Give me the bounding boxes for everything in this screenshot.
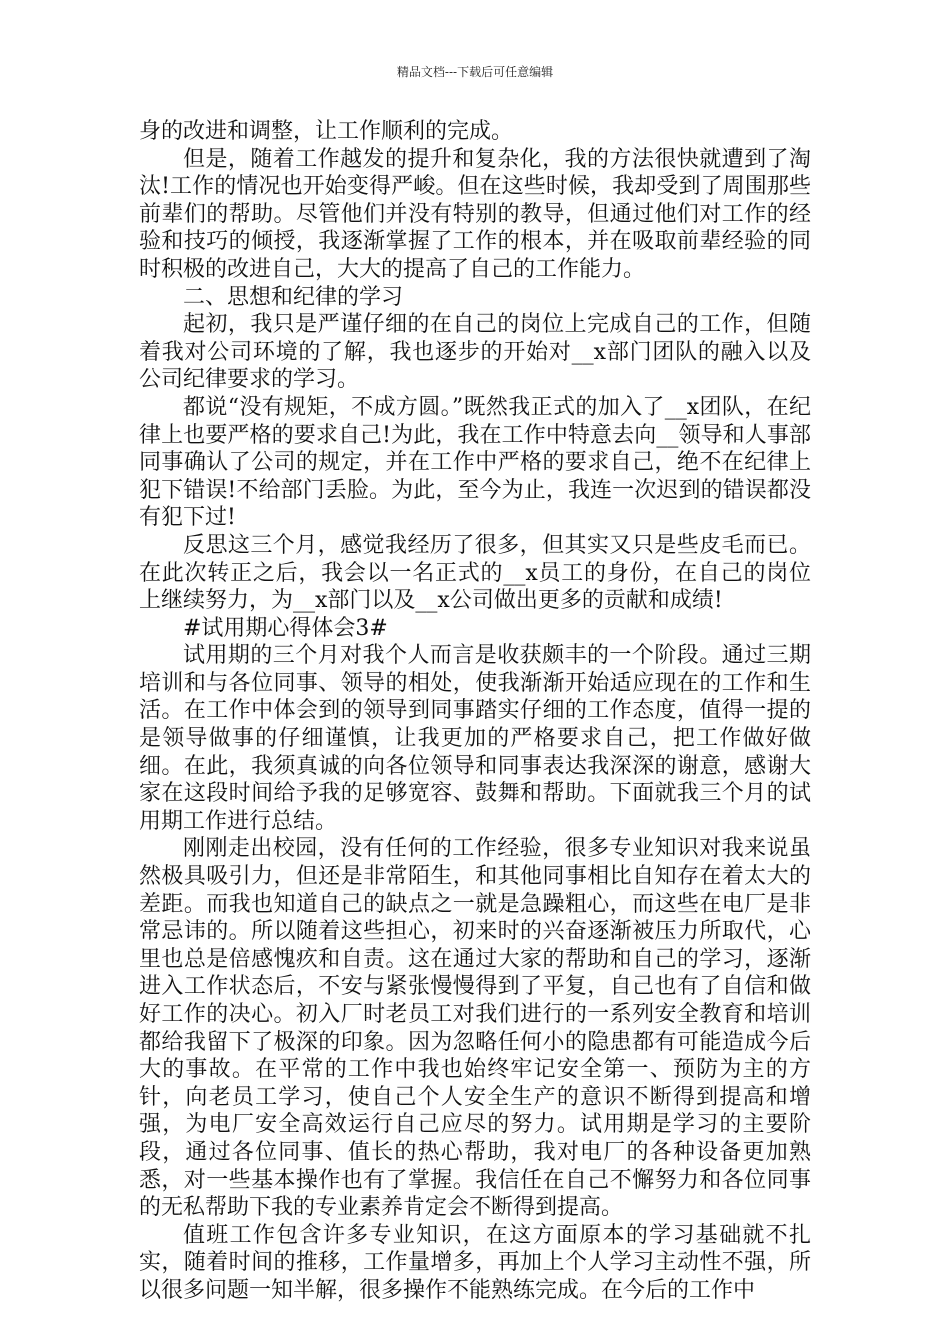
section-heading-discipline: 二、思想和纪律的学习 [183,284,404,310]
paragraph-8: 值班工作包含许多专业知识，在这方面原本的学习基础就不扎实，随着时间的推移，工作量增多，再加上个人学习主动性不强，所以很多问题一知半解，很多操作不能熟练完成。在今后的工作中 [139,1222,811,1303]
paragraph-1: 身的改进和调整，让工作顺利的完成。 [139,119,514,144]
page-header: 精品文档---下载后可任意编辑 [396,65,554,79]
paragraph-6: 试用期的三个月对我个人而言是收获颇丰的一个阶段。通过三期培训和与各位同事、领导的相处，使我渐渐开始适应现在的工作和生活。在工作中体会到的领导到同事踏实仔细的工作态度，值得一提的是领导做事的仔细谨慎，让我更加的严格要求自己，把工作做好做细。在此，我须真诚的向各位领导和同事表达我深深的谢意，感谢大家在这段时间给予我的足够宽容、鼓舞和帮助。下面就我三个月的试用期工作进行总结。 [139,643,811,834]
paragraph-7: 刚刚走出校园，没有任何的工作经验，很多专业知识对我来说虽然极具吸引力，但还是非常陌生，和其他同事相比自知存在着太大的差距。而我也知道自己的缺点之一就是急躁粗心，而这些在电厂是非常忌讳的。所以随着这些担心，初来时的兴奋逐渐被压力所取代，心里也总是倍感愧疚和自责。这在通过大家的帮助和自己的学习，逐渐进入工作状态后，不安与紧张慢慢得到了平复，自己也有了自信和做好工作的决心。初入厂时老员工对我们进行的一系列安全教育和培训都给我留下了极深的印象。因为忽略任何小的隐患都有可能造成今后大的事故。在平常的工作中我也始终牢记安全第一、预防为主的方针，向老员工学习，使自己个人安全生产的意识不断得到提高和增强，为电厂安全高效运行自己应尽的努力。试用期是学习的主要阶段，通过各位同事、值长的热心帮助，我对电厂的各种设备更加熟悉，对一些基本操作也有了掌握。我信任在自己不懈努力和各位同事的无私帮助下我的专业素养肯定会不断得到提高。 [139,836,811,1221]
paragraph-3: 起初，我只是严谨仔细的在自己的岗位上完成自己的工作，但随着我对公司环境的了解，我也逐步的开始对__x部门团队的融入以及公司纪律要求的学习。 [139,312,811,393]
paragraph-4: 都说“没有规矩，不成方圆。”既然我正式的加入了__x团队，在纪律上也要严格的要求自己!为此，我在工作中特意去向__领导和人事部同事确认了公司的规定，并在工作中严格的要求自己，绝不在纪律上犯下错误!不给部门丢脸。为此，至今为止，我连一次迟到的错误都没有犯下过! [139,394,811,531]
paragraph-5: 反思这三个月，感觉我经历了很多，但其实又只是些皮毛而已。在此次转正之后，我会以一名正式的__x员工的身份，在自己的岗位上继续努力，为__x部门以及__x公司做出更多的贡献和成绩! [139,532,811,614]
section-heading-essay-3: #试用期心得体会3# [183,615,388,641]
paragraph-2: 但是，随着工作越发的提升和复杂化，我的方法很快就遭到了淘汰!工作的情况也开始变得严峻。但在这些时候，我却受到了周围那些前辈们的帮助。尽管他们并没有特别的教导，但通过他们对工作的经验和技巧的倾授，我逐渐掌握了工作的根本，并在吸取前辈经验的同时积极的改进自己，大大的提高了自己的工作能力。 [139,146,811,282]
document-body [139,118,811,1305]
